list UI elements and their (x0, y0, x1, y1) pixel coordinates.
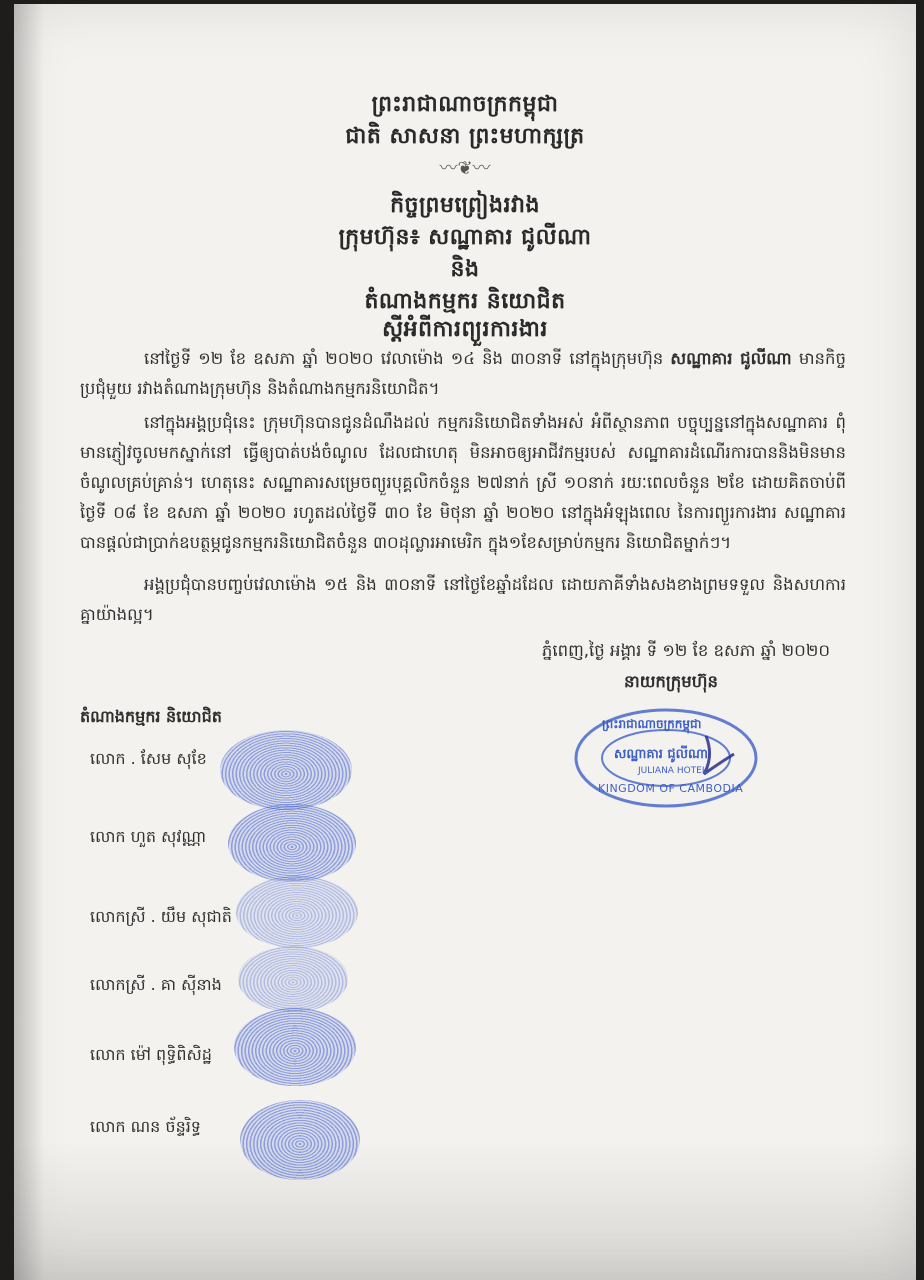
header-kingdom: ព្រះរាជាណាចក្រកម្ពុជា (371, 92, 559, 117)
title-line-2: ក្រុមហ៊ុន៖ សណ្ឋាគារ ជូលីណា (338, 225, 592, 250)
thumbprint-1 (220, 730, 352, 810)
stamp-hotel: JULIANA HOTEL (638, 766, 707, 776)
thumbprint-3 (236, 876, 358, 948)
worker-name-5: លោក ម៉ៅ ពុទ្ធិពិសិដ្ឋ (90, 1045, 212, 1064)
paragraph-1-text-b: មានកិច្ចប្រជុំមួយ រវាងតំណាងក្រុមហ៊ុន និងតំណាងកម្មករនិយោជិត។ (80, 349, 846, 398)
ornament-divider: 〰❦〰 (439, 158, 491, 179)
paragraph-1-text-a: នៅថ្ងៃទី ១២ ខែ ឧសភា ឆ្នាំ ២០២០ វេលាម៉ោង ១៤ និង ៣០នាទី នៅក្នុងក្រុមហ៊ុន (144, 349, 671, 368)
worker-name-6: លោក ណន ច័ន្ទរិទ្ធ (90, 1117, 201, 1136)
paragraph-1 (80, 344, 846, 404)
title-line-4: តំណាងកម្មករ និយោជិត (364, 289, 566, 314)
stamp-top-text: ព្រះរាជាណាចក្រកម្ពុជា (602, 717, 702, 731)
stamp-country: KINGDOM OF CAMBODIA (598, 782, 744, 795)
director-title: នាយកក្រុមហ៊ុន (624, 672, 718, 691)
thumbprint-2 (228, 804, 356, 882)
title-line-1: កិច្ចព្រមព្រៀងរវាង (390, 193, 540, 218)
page-shadow-bottom (14, 1140, 916, 1280)
document-page (14, 4, 916, 1280)
title-line-3: និង (450, 257, 480, 282)
thumbprint-6 (240, 1100, 360, 1180)
paragraph-3: អង្គប្រជុំបានបញ្ចប់វេលាម៉ោង ១៥ និង ៣០នាទី នៅថ្ងៃខែឆ្នាំដដែល ដោយភាគីទាំងសងខាងព្រមទទួល និងសហការគ្នាយ៉ាងល្អ។ (80, 575, 846, 624)
header-motto: ជាតិ សាសនា ព្រះមហាក្សត្រ (345, 124, 585, 149)
workers-heading: តំណាងកម្មករ និយោជិត (80, 707, 222, 726)
worker-name-1: លោក . សែម សុខែ (90, 749, 207, 768)
worker-name-4: លោកស្រី . គា ស៊ីនាង (90, 975, 222, 994)
thumbprint-5 (234, 1008, 356, 1086)
thumbprint-4 (238, 946, 348, 1012)
stamp-mid-text: សណ្ឋាគារ ជូលីណា (614, 747, 709, 762)
date-place: ភ្នំពេញ,ថ្ងៃ អង្គារ ទី ១២ ខែ ឧសភា ឆ្នាំ ២០២០ (541, 641, 830, 660)
paragraph-1-hotel-name: សណ្ឋាគារ ជូលីណា (670, 349, 792, 368)
paragraph-2: នៅក្នុងអង្គប្រជុំនេះ ក្រុមហ៊ុនបានជូនដំណឹងដល់ កម្មករនិយោជិតទាំងអស់ អំពីស្ថានភាព បច្ចុប្បន្ននៅក្នុងសណ្ឋាគារ ពុំមានភ្ញៀវចូលមកស្នាក់នៅ ធ្វើឲ្យបាត់បង់ចំណូល ដែលជាហេតុ មិនអាចឲ្យអាជីវកម្មរបស់ សណ្ឋាគារដំណើរការបាននិងមិនមានចំណូលគ្រប់គ្រាន់។ ហេតុនេះ សណ្ឋាគារសម្រេចព្យួរបុគ្គលិកចំនួន ២៧នាក់ ស្រី ១០នាក់ រយៈពេលចំនួន ២ខែ ដោយគិតចាប់ពីថ្ងៃទី ០៨ ខែ ឧសភា ឆ្នាំ ២០២០ រហូតដល់ថ្ងៃទី ៣០ ខែ មិថុនា ឆ្នាំ ២០២០ នៅក្នុងអំឡុងពេល នៃការព្យួរការងារ សណ្ឋាគារបានផ្ដល់ជាប្រាក់ឧបត្ថម្ភជូនកម្មករនិយោជិតចំនួន ៣០ដុល្លារអាមេរិក ក្នុង១ខែសម្រាប់កម្មករ និយោជិតម្នាក់ៗ។ (80, 413, 846, 552)
worker-name-3: លោកស្រី . យឹម សុជាតិ (90, 907, 232, 926)
worker-name-2: លោក ហួត សុវណ្ណា (90, 827, 207, 846)
title-line-5: ស្ដីអំពីការព្យួរការងារ (382, 317, 548, 342)
